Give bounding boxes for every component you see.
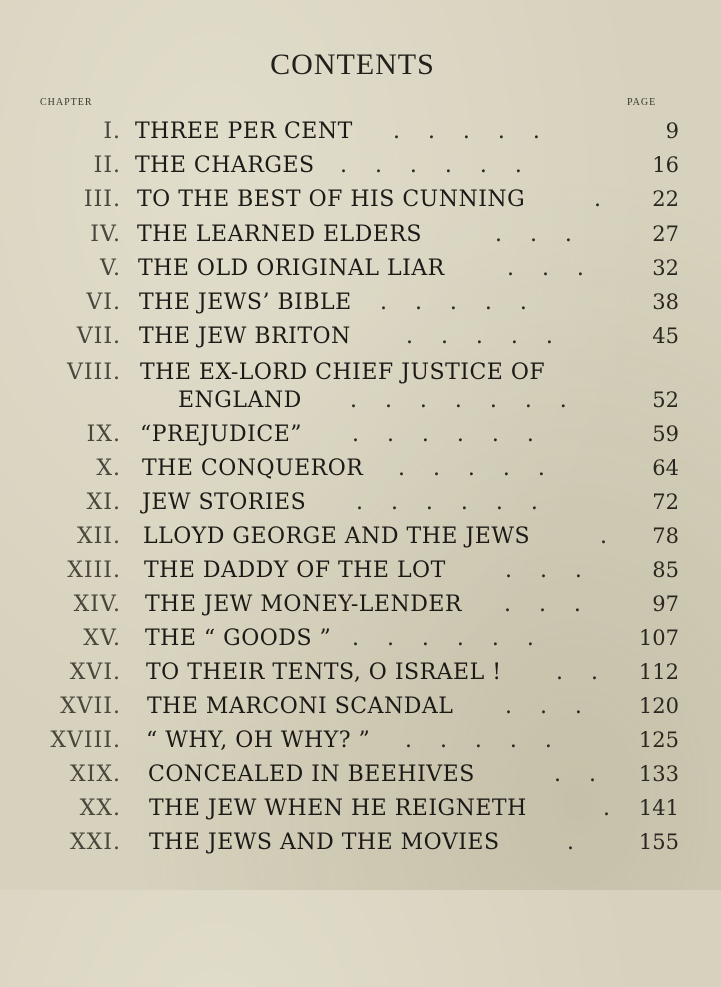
chapter-title: THE “ GOODS ”	[145, 626, 332, 651]
toc-entry	[0, 222, 721, 256]
chapter-number: V.	[99, 256, 121, 281]
page-number: 120	[638, 694, 679, 718]
chapter-title: TO THE BEST OF HIS CUNNING	[137, 187, 526, 212]
chapter-title: “PREJUDICE”	[140, 422, 303, 447]
toc-entry	[0, 524, 721, 558]
leader-dots: . . .	[507, 256, 584, 281]
page-number: 45	[652, 324, 679, 348]
leader-dots: . . . . .	[398, 456, 545, 481]
toc-entry	[0, 456, 721, 490]
chapter-title: THE EX-LORD CHIEF JUSTICE OF	[140, 360, 546, 385]
leader-dots: .	[594, 187, 601, 212]
page-number: 38	[652, 290, 679, 314]
chapter-title-continued: ENGLAND	[178, 388, 302, 413]
leader-dots: . . . . .	[393, 119, 540, 144]
page-number: 112	[638, 660, 679, 684]
chapter-title: THE DADDY OF THE LOT	[144, 558, 446, 583]
chapter-title: THE JEWS AND THE MOVIES	[149, 830, 500, 855]
page-number: 133	[638, 762, 679, 786]
toc-entry	[0, 490, 721, 524]
page-number: 97	[652, 592, 679, 616]
toc-entry	[0, 626, 721, 660]
chapter-column-header: CHAPTER	[40, 97, 93, 108]
chapter-title: THE OLD ORIGINAL LIAR	[138, 256, 445, 281]
chapter-title: TO THEIR TENTS, O ISRAEL !	[146, 660, 502, 685]
leader-dots: . . . . .	[406, 324, 553, 349]
chapter-title: LLOYD GEORGE AND THE JEWS	[143, 524, 531, 549]
chapter-number: XII.	[76, 524, 121, 549]
chapter-number: XIII.	[67, 558, 121, 583]
chapter-number: VII.	[76, 324, 121, 349]
page-number: 59	[652, 422, 679, 446]
chapter-number: XVII.	[60, 694, 121, 719]
toc-entry	[0, 119, 721, 153]
toc-entry	[0, 187, 721, 221]
toc-entry	[0, 324, 721, 358]
page-number: 32	[652, 256, 679, 280]
leader-dots: . . . . . .	[340, 153, 522, 178]
toc-entry	[0, 694, 721, 728]
leader-dots: . . . . . .	[352, 422, 534, 447]
page-number: 16	[652, 153, 679, 177]
page-column-header: PAGE	[627, 97, 657, 108]
chapter-title: CONCEALED IN BEEHIVES	[148, 762, 475, 787]
leader-dots: .	[567, 830, 574, 855]
chapter-number: XV.	[83, 626, 121, 651]
leader-dots: . . . . .	[380, 290, 527, 315]
chapter-title: THE JEW WHEN HE REIGNETH	[149, 796, 527, 821]
leader-dots: . . . . . . .	[350, 388, 567, 413]
leader-dots: .	[603, 796, 610, 821]
toc-entry	[0, 422, 721, 456]
chapter-number: XX.	[79, 796, 121, 821]
chapter-number: X.	[96, 456, 121, 481]
chapter-number: III.	[83, 187, 121, 212]
toc-entry	[0, 830, 721, 864]
chapter-number: XVI.	[69, 660, 121, 685]
page-number: 72	[652, 490, 679, 514]
chapter-title: THE JEWS’ BIBLE	[139, 290, 352, 315]
leader-dots: .	[600, 524, 607, 549]
leader-dots: . . . . . .	[352, 626, 534, 651]
toc-entry	[0, 290, 721, 324]
chapter-title: THREE PER CENT	[135, 119, 353, 144]
chapter-title: THE CHARGES	[135, 153, 315, 178]
chapter-number: IX.	[86, 422, 121, 447]
page-number: 85	[652, 558, 679, 582]
chapter-number: XIX.	[69, 762, 121, 787]
page-number: 78	[652, 524, 679, 548]
leader-dots: . . .	[495, 222, 572, 247]
leader-dots: . . . . . .	[356, 490, 538, 515]
chapter-number: IV.	[90, 222, 121, 247]
leader-dots: . . .	[505, 694, 582, 719]
page-number: 52	[652, 388, 679, 412]
toc-entry	[0, 762, 721, 796]
page-number: 64	[652, 456, 679, 480]
page-number: 107	[638, 626, 679, 650]
toc-entry	[0, 592, 721, 626]
page-number: 22	[652, 187, 679, 211]
leader-dots: . . .	[505, 558, 582, 583]
toc-entry	[0, 660, 721, 694]
page-number: 125	[638, 728, 679, 752]
chapter-title: THE JEW BRITON	[139, 324, 351, 349]
chapter-number: I.	[103, 119, 121, 144]
leader-dots: . .	[556, 660, 598, 685]
toc-entry	[0, 256, 721, 290]
toc-entry	[0, 728, 721, 762]
chapter-title: “ WHY, OH WHY? ”	[146, 728, 371, 753]
chapter-number: XIV.	[73, 592, 121, 617]
page-number: 141	[638, 796, 679, 820]
chapter-title: JEW STORIES	[142, 490, 307, 515]
page-number: 155	[638, 830, 679, 854]
chapter-number: XVIII.	[50, 728, 121, 753]
toc-entry	[0, 360, 721, 422]
chapter-number: XXI.	[69, 830, 121, 855]
chapter-title: THE CONQUEROR	[142, 456, 364, 481]
chapter-title: THE MARCONI SCANDAL	[147, 694, 454, 719]
toc-entry	[0, 558, 721, 592]
chapter-title: THE JEW MONEY-LENDER	[145, 592, 462, 617]
chapter-number: VI.	[86, 290, 121, 315]
page-number: 9	[665, 119, 679, 143]
leader-dots: . . . . .	[405, 728, 552, 753]
chapter-number: VIII.	[67, 360, 121, 385]
toc-entry	[0, 153, 721, 187]
chapter-number: XI.	[86, 490, 121, 515]
chapter-title: THE LEARNED ELDERS	[137, 222, 422, 247]
leader-dots: . . .	[504, 592, 581, 617]
page-number: 27	[652, 222, 679, 246]
toc-entry	[0, 796, 721, 830]
leader-dots: . .	[554, 762, 596, 787]
page-title: CONTENTS	[270, 48, 435, 81]
chapter-number: II.	[93, 153, 121, 178]
